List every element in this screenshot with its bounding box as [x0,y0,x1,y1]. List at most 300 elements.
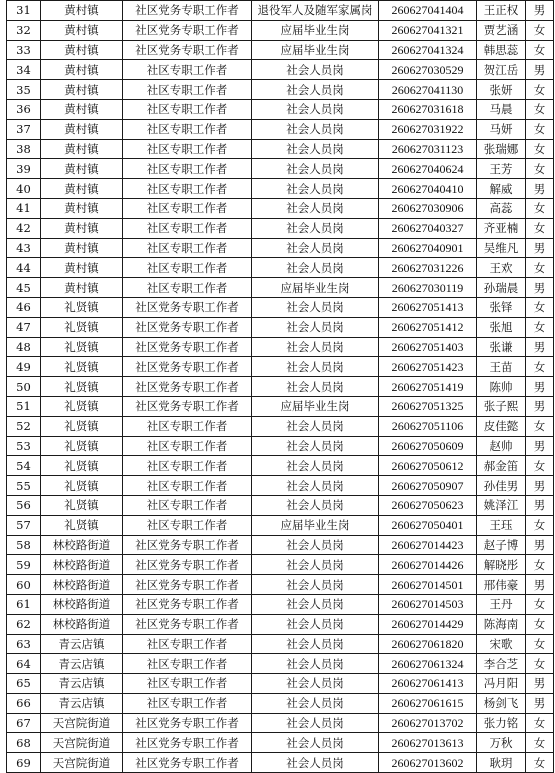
name-cell: 韩思蕊 [477,40,526,60]
row-number: 60 [7,575,41,595]
table-row [7,179,554,199]
position-cell: 社区专职工作者 [123,179,252,199]
row-number: 45 [7,278,41,298]
row-number: 34 [7,60,41,80]
name-cell: 张妍 [477,80,526,100]
exam-id-cell: 260627041324 [379,40,477,60]
post-type-cell: 社会人员岗 [252,139,379,159]
row-number: 44 [7,258,41,278]
exam-id-cell: 260627031618 [379,99,477,119]
name-cell: 耿玥 [477,753,526,773]
gender-cell: 男 [526,238,554,258]
results-table [6,0,554,773]
post-type-cell: 应届毕业生岗 [252,40,379,60]
town-cell: 青云店镇 [41,693,123,713]
position-cell: 社区专职工作者 [123,218,252,238]
town-cell: 林校路街道 [41,594,123,614]
row-number: 39 [7,159,41,179]
exam-id-cell: 260627014503 [379,594,477,614]
exam-id-cell: 260627051413 [379,297,477,317]
row-number: 64 [7,654,41,674]
row-number: 59 [7,555,41,575]
town-cell: 礼贤镇 [41,317,123,337]
town-cell: 礼贤镇 [41,337,123,357]
post-type-cell: 社会人员岗 [252,179,379,199]
town-cell: 黄村镇 [41,218,123,238]
gender-cell: 女 [526,159,554,179]
post-type-cell: 社会人员岗 [252,119,379,139]
town-cell: 黄村镇 [41,119,123,139]
position-cell: 社区专职工作者 [123,476,252,496]
exam-id-cell: 260627014429 [379,614,477,634]
exam-id-cell: 260627051412 [379,317,477,337]
row-number: 48 [7,337,41,357]
town-cell: 青云店镇 [41,654,123,674]
post-type-cell: 社会人员岗 [252,60,379,80]
post-type-cell: 社会人员岗 [252,337,379,357]
exam-id-cell: 260627051423 [379,357,477,377]
row-number: 43 [7,238,41,258]
row-number: 63 [7,634,41,654]
position-cell: 社区党务专职工作者 [123,733,252,753]
town-cell: 天宫院街道 [41,733,123,753]
town-cell: 礼贤镇 [41,357,123,377]
post-type-cell: 应届毕业生岗 [252,515,379,535]
town-cell: 礼贤镇 [41,456,123,476]
post-type-cell: 社会人员岗 [252,297,379,317]
table-row [7,674,554,694]
exam-id-cell: 260627040410 [379,179,477,199]
exam-id-cell: 260627014423 [379,535,477,555]
exam-id-cell: 260627061820 [379,634,477,654]
exam-id-cell: 260627041130 [379,80,477,100]
gender-cell: 女 [526,515,554,535]
position-cell: 社区党务专职工作者 [123,713,252,733]
position-cell: 社区专职工作者 [123,416,252,436]
table-row [7,594,554,614]
position-cell: 社区专职工作者 [123,80,252,100]
position-cell: 社区党务专职工作者 [123,575,252,595]
position-cell: 社区党务专职工作者 [123,377,252,397]
post-type-cell: 社会人员岗 [252,476,379,496]
row-number: 33 [7,40,41,60]
table-row [7,753,554,773]
name-cell: 宋歌 [477,634,526,654]
table-row [7,238,554,258]
gender-cell: 女 [526,634,554,654]
post-type-cell: 社会人员岗 [252,357,379,377]
table-row [7,297,554,317]
position-cell: 社区党务专职工作者 [123,40,252,60]
table-row [7,159,554,179]
name-cell: 贾艺涵 [477,20,526,40]
row-number: 56 [7,495,41,515]
exam-id-cell: 260627050401 [379,515,477,535]
gender-cell: 男 [526,476,554,496]
table-row [7,60,554,80]
name-cell: 孙瑞晨 [477,278,526,298]
position-cell: 社区专职工作者 [123,654,252,674]
row-number: 54 [7,456,41,476]
position-cell: 社区专职工作者 [123,198,252,218]
table-row [7,396,554,416]
gender-cell: 女 [526,733,554,753]
post-type-cell: 退役军人及随军家属岗 [252,1,379,21]
name-cell: 张瑞娜 [477,139,526,159]
exam-id-cell: 260627040901 [379,238,477,258]
table-row [7,198,554,218]
gender-cell: 女 [526,119,554,139]
row-number: 62 [7,614,41,634]
name-cell: 王欢 [477,258,526,278]
gender-cell: 女 [526,80,554,100]
table-row [7,357,554,377]
table-row [7,139,554,159]
table-row [7,614,554,634]
table-row [7,337,554,357]
position-cell: 社区党务专职工作者 [123,337,252,357]
gender-cell: 女 [526,40,554,60]
post-type-cell: 社会人员岗 [252,238,379,258]
row-number: 55 [7,476,41,496]
town-cell: 黄村镇 [41,80,123,100]
post-type-cell: 社会人员岗 [252,575,379,595]
table-row [7,476,554,496]
post-type-cell: 社会人员岗 [252,218,379,238]
name-cell: 王苗 [477,357,526,377]
position-cell: 社区专职工作者 [123,139,252,159]
row-number: 47 [7,317,41,337]
name-cell: 万秋 [477,733,526,753]
position-cell: 社区专职工作者 [123,495,252,515]
table-row [7,555,554,575]
post-type-cell: 社会人员岗 [252,555,379,575]
row-number: 38 [7,139,41,159]
position-cell: 社区专职工作者 [123,634,252,654]
exam-id-cell: 260627014501 [379,575,477,595]
row-number: 46 [7,297,41,317]
exam-id-cell: 260627051325 [379,396,477,416]
town-cell: 黄村镇 [41,179,123,199]
position-cell: 社区党务专职工作者 [123,535,252,555]
table-row [7,40,554,60]
name-cell: 张旭 [477,317,526,337]
gender-cell: 女 [526,753,554,773]
row-number: 50 [7,377,41,397]
gender-cell: 男 [526,60,554,80]
row-number: 65 [7,674,41,694]
table-body [7,1,554,773]
town-cell: 天宫院街道 [41,753,123,773]
town-cell: 青云店镇 [41,674,123,694]
name-cell: 李合芝 [477,654,526,674]
row-number: 53 [7,436,41,456]
gender-cell: 女 [526,713,554,733]
row-number: 51 [7,396,41,416]
table-row [7,377,554,397]
gender-cell: 男 [526,1,554,21]
name-cell: 王珏 [477,515,526,535]
gender-cell: 男 [526,179,554,199]
town-cell: 黄村镇 [41,99,123,119]
table-row [7,119,554,139]
town-cell: 礼贤镇 [41,297,123,317]
gender-cell: 女 [526,594,554,614]
exam-id-cell: 260627013602 [379,753,477,773]
town-cell: 黄村镇 [41,1,123,21]
post-type-cell: 社会人员岗 [252,713,379,733]
town-cell: 礼贤镇 [41,436,123,456]
position-cell: 社区党务专职工作者 [123,357,252,377]
position-cell: 社区党务专职工作者 [123,594,252,614]
town-cell: 林校路街道 [41,535,123,555]
post-type-cell: 应届毕业生岗 [252,278,379,298]
post-type-cell: 社会人员岗 [252,693,379,713]
name-cell: 王丹 [477,594,526,614]
position-cell: 社区党务专职工作者 [123,753,252,773]
town-cell: 黄村镇 [41,159,123,179]
town-cell: 黄村镇 [41,139,123,159]
name-cell: 高蕊 [477,198,526,218]
exam-id-cell: 260627030529 [379,60,477,80]
table-row [7,416,554,436]
table-row [7,693,554,713]
exam-id-cell: 260627041404 [379,1,477,21]
row-number: 58 [7,535,41,555]
gender-cell: 男 [526,377,554,397]
gender-cell: 男 [526,436,554,456]
name-cell: 陈帅 [477,377,526,397]
row-number: 69 [7,753,41,773]
table-row [7,713,554,733]
gender-cell: 男 [526,495,554,515]
name-cell: 皮佳懿 [477,416,526,436]
town-cell: 黄村镇 [41,60,123,80]
position-cell: 社区专职工作者 [123,278,252,298]
gender-cell: 女 [526,297,554,317]
name-cell: 邢伟豪 [477,575,526,595]
table-row [7,20,554,40]
town-cell: 礼贤镇 [41,515,123,535]
town-cell: 黄村镇 [41,258,123,278]
row-number: 66 [7,693,41,713]
town-cell: 礼贤镇 [41,377,123,397]
exam-id-cell: 260627031123 [379,139,477,159]
post-type-cell: 社会人员岗 [252,495,379,515]
town-cell: 黄村镇 [41,238,123,258]
name-cell: 赵子博 [477,535,526,555]
name-cell: 郝金笛 [477,456,526,476]
position-cell: 社区党务专职工作者 [123,1,252,21]
position-cell: 社区党务专职工作者 [123,555,252,575]
gender-cell: 男 [526,535,554,555]
row-number: 61 [7,594,41,614]
post-type-cell: 社会人员岗 [252,753,379,773]
exam-id-cell: 260627050623 [379,495,477,515]
table-row [7,575,554,595]
table-row [7,278,554,298]
position-cell: 社区党务专职工作者 [123,20,252,40]
position-cell: 社区党务专职工作者 [123,396,252,416]
row-number: 67 [7,713,41,733]
table-row [7,436,554,456]
name-cell: 贺江岳 [477,60,526,80]
post-type-cell: 社会人员岗 [252,436,379,456]
name-cell: 解威 [477,179,526,199]
gender-cell: 男 [526,396,554,416]
exam-id-cell: 260627031226 [379,258,477,278]
exam-id-cell: 260627061324 [379,654,477,674]
table-row [7,495,554,515]
position-cell: 社区党务专职工作者 [123,614,252,634]
table-row [7,317,554,337]
exam-id-cell: 260627050612 [379,456,477,476]
post-type-cell: 社会人员岗 [252,654,379,674]
post-type-cell: 社会人员岗 [252,456,379,476]
post-type-cell: 社会人员岗 [252,535,379,555]
exam-id-cell: 260627051419 [379,377,477,397]
position-cell: 社区专职工作者 [123,515,252,535]
exam-id-cell: 260627030119 [379,278,477,298]
post-type-cell: 社会人员岗 [252,594,379,614]
post-type-cell: 社会人员岗 [252,258,379,278]
name-cell: 张谦 [477,337,526,357]
table-row [7,456,554,476]
post-type-cell: 社会人员岗 [252,377,379,397]
name-cell: 张子熙 [477,396,526,416]
exam-id-cell: 260627061615 [379,693,477,713]
row-number: 57 [7,515,41,535]
post-type-cell: 社会人员岗 [252,634,379,654]
post-type-cell: 应届毕业生岗 [252,20,379,40]
position-cell: 社区专职工作者 [123,258,252,278]
name-cell: 吴维凡 [477,238,526,258]
gender-cell: 女 [526,614,554,634]
table-row [7,218,554,238]
row-number: 41 [7,198,41,218]
table-row [7,535,554,555]
row-number: 68 [7,733,41,753]
exam-id-cell: 260627030906 [379,198,477,218]
name-cell: 马晨 [477,99,526,119]
post-type-cell: 应届毕业生岗 [252,396,379,416]
gender-cell: 女 [526,317,554,337]
exam-id-cell: 260627051106 [379,416,477,436]
town-cell: 黄村镇 [41,40,123,60]
name-cell: 马妍 [477,119,526,139]
row-number: 52 [7,416,41,436]
exam-id-cell: 260627041321 [379,20,477,40]
post-type-cell: 社会人员岗 [252,198,379,218]
gender-cell: 女 [526,218,554,238]
name-cell: 姚泽江 [477,495,526,515]
name-cell: 王正权 [477,1,526,21]
row-number: 35 [7,80,41,100]
exam-id-cell: 260627050907 [379,476,477,496]
name-cell: 陈海南 [477,614,526,634]
position-cell: 社区专职工作者 [123,456,252,476]
post-type-cell: 社会人员岗 [252,416,379,436]
position-cell: 社区党务专职工作者 [123,317,252,337]
gender-cell: 女 [526,357,554,377]
position-cell: 社区专职工作者 [123,674,252,694]
table-row [7,634,554,654]
table-row [7,258,554,278]
name-cell: 王芳 [477,159,526,179]
town-cell: 林校路街道 [41,555,123,575]
exam-id-cell: 260627040327 [379,218,477,238]
name-cell: 杨剑飞 [477,693,526,713]
town-cell: 林校路街道 [41,614,123,634]
gender-cell: 男 [526,337,554,357]
exam-id-cell: 260627051403 [379,337,477,357]
gender-cell: 男 [526,674,554,694]
position-cell: 社区专职工作者 [123,60,252,80]
row-number: 36 [7,99,41,119]
table-row [7,515,554,535]
gender-cell: 女 [526,198,554,218]
gender-cell: 女 [526,555,554,575]
name-cell: 齐亚楠 [477,218,526,238]
town-cell: 黄村镇 [41,278,123,298]
gender-cell: 女 [526,20,554,40]
exam-id-cell: 260627050609 [379,436,477,456]
gender-cell: 男 [526,575,554,595]
post-type-cell: 社会人员岗 [252,317,379,337]
post-type-cell: 社会人员岗 [252,159,379,179]
position-cell: 社区专职工作者 [123,693,252,713]
post-type-cell: 社会人员岗 [252,99,379,119]
town-cell: 青云店镇 [41,634,123,654]
exam-id-cell: 260627013702 [379,713,477,733]
exam-id-cell: 260627031922 [379,119,477,139]
position-cell: 社区专职工作者 [123,159,252,179]
name-cell: 张铎 [477,297,526,317]
exam-id-cell: 260627013613 [379,733,477,753]
table-row [7,80,554,100]
town-cell: 林校路街道 [41,575,123,595]
gender-cell: 女 [526,654,554,674]
exam-id-cell: 260627061413 [379,674,477,694]
town-cell: 礼贤镇 [41,396,123,416]
town-cell: 天宫院街道 [41,713,123,733]
gender-cell: 女 [526,99,554,119]
gender-cell: 男 [526,693,554,713]
exam-id-cell: 260627014426 [379,555,477,575]
town-cell: 礼贤镇 [41,476,123,496]
row-number: 32 [7,20,41,40]
name-cell: 张力铭 [477,713,526,733]
row-number: 37 [7,119,41,139]
gender-cell: 女 [526,456,554,476]
row-number: 42 [7,218,41,238]
gender-cell: 女 [526,258,554,278]
table-row [7,733,554,753]
name-cell: 冯月阳 [477,674,526,694]
name-cell: 解晓彤 [477,555,526,575]
gender-cell: 男 [526,278,554,298]
post-type-cell: 社会人员岗 [252,614,379,634]
name-cell: 赵帅 [477,436,526,456]
position-cell: 社区专职工作者 [123,238,252,258]
exam-id-cell: 260627040624 [379,159,477,179]
position-cell: 社区专职工作者 [123,99,252,119]
row-number: 40 [7,179,41,199]
town-cell: 黄村镇 [41,198,123,218]
table-row [7,654,554,674]
post-type-cell: 社会人员岗 [252,674,379,694]
post-type-cell: 社会人员岗 [252,80,379,100]
